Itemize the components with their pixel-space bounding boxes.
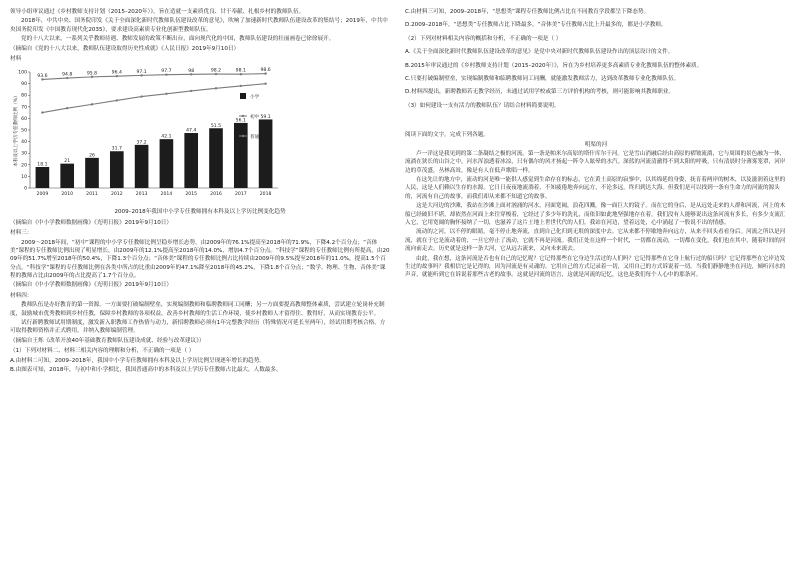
intro-paragraph: 领导小组审议通过《乡村教师支持计划（2015–2020年）》，旨在造就一支素质优良、甘于奉献、扎根乡村的教师队伍。 bbox=[10, 9, 305, 15]
x-tick-label: 2011 bbox=[86, 192, 98, 198]
bar-line-chart bbox=[10, 64, 390, 206]
material-label: 材料四： bbox=[10, 292, 33, 299]
point-data-label: 97.1 bbox=[136, 70, 147, 76]
source-note: （摘编自王烁《改革开放40年基础教育教师队伍建设成就、经验与改革建议》） bbox=[10, 337, 205, 344]
source-note: （摘编自《中小学教师数据画像》《光明日报》2019年9月10日） bbox=[10, 219, 172, 226]
bar bbox=[234, 123, 248, 188]
x-tick-label: 2014 bbox=[160, 192, 173, 198]
legend-label: 普通高中 bbox=[250, 135, 269, 141]
point-data-label: 95.8 bbox=[86, 71, 98, 77]
material-paragraph: 2009～2018年间，“初中”课程的中小学专任教师比例呈稳步增长态势，由2009年的76.1%提高至2018年的71.9%，下降4.2个百分点；“音体美”课程的专任教师比例出现了明显增长，由2009年的12.1%提高至2018年的14.0%，增加4.7个百分点。“科技学”课程的专任教师比例有所提高，由2009年的51.7%增至2018年的50.4%，下降1.3个百分点；“音体美”课程的专任教师比例占比持续由2009年的9.5%提至2018年的11.0%，提高1.5个百分点。“科技学”课程的专任教师比例在各类中所占的比重由2009年的47.1%降至2018年的45.2%，下降1.8个百分点；“数学、物理、生物、音体美”课程的教师占比由2009年的占比提高了1.7个百分点。 bbox=[10, 239, 390, 280]
chart-svg bbox=[10, 64, 390, 206]
x-tick-label: 2018 bbox=[259, 192, 272, 198]
legend-swatch bbox=[240, 93, 246, 99]
point-data-label: 93.6 bbox=[37, 74, 48, 80]
reading-title: 明渠的河 bbox=[584, 141, 608, 148]
legend-label: 初中 bbox=[250, 115, 260, 121]
series-line bbox=[42, 84, 265, 113]
bar bbox=[209, 129, 223, 189]
bar-data-label: 26 bbox=[89, 153, 95, 159]
reading-paragraph: 这是大河边的沙滩，我站在沙滩上面对汹涌的河水，河面宽阔，浪花四溅，像一面巨大的镜子。而在它的身后，是从远处走来的人群和河流，河上的木船已经破旧不堪，却依然在河面上来往穿梭着，它经过了多少年的洗礼，而依旧如此地坚强地存在着。我们没有人能够说出这条河流有多长，有多少支流汇入它，它用宽阔的胸怀接纳了一切，也滋养了这片土地上世世代代的人们。我站在河边，望着远处，心中涌起了一股说不出的情感。 bbox=[405, 203, 786, 227]
option-c: C.由材料三可知，2009–2018年，“思想类”课程专任教师比例占比在不同教育学段都呈下降态势。 bbox=[405, 9, 650, 15]
bar-data-label: 18.1 bbox=[37, 162, 48, 168]
x-tick-label: 2012 bbox=[110, 192, 123, 198]
bar-data-label: 21 bbox=[64, 159, 71, 165]
point-data-label: 98 bbox=[188, 69, 195, 75]
option-a: A.由材料二可知，2009–2018年，我国中小学专任教师拥有本科及以上学历比例呈现逐年增长的趋势。 bbox=[10, 357, 265, 364]
y-tick-label: 20 bbox=[21, 163, 27, 169]
y-tick-label: 40 bbox=[21, 140, 27, 146]
y-tick-label: 80 bbox=[21, 94, 27, 100]
x-tick-label: 2016 bbox=[210, 192, 222, 198]
series-line bbox=[42, 74, 265, 80]
bar bbox=[184, 133, 198, 188]
series-point bbox=[264, 83, 266, 85]
left-column bbox=[10, 8, 390, 556]
bar-data-label: 37.2 bbox=[136, 140, 147, 146]
series-point bbox=[91, 104, 93, 106]
series-point bbox=[190, 90, 192, 92]
bar-data-label: 47.4 bbox=[186, 128, 197, 134]
series-point bbox=[66, 107, 68, 109]
y-tick-label: 100 bbox=[18, 70, 27, 76]
y-tick-label: 0 bbox=[24, 186, 27, 192]
material-label: 材料三： bbox=[10, 230, 33, 237]
y-tick-label: 50 bbox=[21, 128, 27, 134]
bar bbox=[160, 140, 174, 189]
bar bbox=[85, 158, 99, 188]
x-tick-label: 2010 bbox=[61, 192, 74, 198]
legend-swatch bbox=[242, 135, 244, 137]
y-tick-label: 90 bbox=[21, 82, 27, 88]
x-tick-label: 2015 bbox=[185, 192, 198, 198]
x-tick-label: 2013 bbox=[135, 192, 148, 198]
option-d: D.2009–2018年，“思想类”专任教师占比下降最多，“音体美”专任教师占比上升最多的，都是小学教师。 bbox=[405, 22, 667, 29]
bar-data-label: 51.5 bbox=[210, 124, 222, 130]
legend-swatch bbox=[242, 115, 244, 117]
question-2: （2）下列对材料相关内容的概括和分析，不正确的一项是（ ） bbox=[405, 35, 562, 42]
chart-caption: 2009–2018年我国中小学专任教师拥有本科及以上学历比例变化趋势 bbox=[114, 209, 286, 216]
y-tick-label: 30 bbox=[21, 152, 27, 158]
series-point bbox=[116, 100, 118, 102]
bar-data-label: 31.7 bbox=[111, 147, 122, 153]
intro-paragraph: 2018年，中共中央、国务院印发《关于全面深化新时代教师队伍建设改革的意见》，吹响了加速新时代教师队伍建设改革的集结号；2019年，中共中央国务院印发《中国教育现代化2035》，要求建设高素质专业化创新型教师队伍。 bbox=[10, 18, 388, 33]
reading-paragraph: 由此，我在想，这条河流是否也有自己的记忆呢？它记得那些在它身边生活过的人们吗？它记得那些在它身上航行过的船只吗？它记得那些在它岸边发生过的故事吗？我相信它是记得的，因为河流是有灵魂的。它用自己的方式记录着一切，又用自己的方式诉说着一切。当我们静静地坐在河边，倾听河水的声音，就能听到它在诉说着那些古老的故事。这就是河流的语言，这就是河流的记忆，这也是我们每个人心中的那条河。 bbox=[405, 255, 786, 279]
bar bbox=[259, 120, 273, 189]
bar bbox=[60, 164, 74, 188]
question-1: （1）下列对材料二、材料三相关内容的理解和分析，不正确的一项是（ ） bbox=[10, 348, 195, 355]
reading-paragraph: 流动的之河，以不停的眼睛，毫不停止地奔流，直到自己化归到无垠的深度中去。它从来都不停歇地奔向远方，从来不回头看看身后。河流之所以是河流，就在于它是流动着的，一旦它停止了流动，它就不再是河流。我们正处在这样一个时代，一切都在流动，一切都在变化，我们也在其中，随着时间的河流向前走去。历史就是这样一条大河，它从远古流来，又向未来流去。 bbox=[405, 229, 786, 253]
series-point bbox=[215, 87, 217, 89]
point-data-label: 97.7 bbox=[161, 69, 172, 75]
reading-paragraph: 卢一洋这是我见到的第二条凝结之极的河流。第一条是帕米尔高原的塔什库尔干河。它是雪山消融后经由高原的褶皱流淌，它与周围的景色融为一体，流淌在狭长的山谷之中，河水浑浊透着冰凉，只有偶尔的风才扬起一阵令人眩晕的水汽。深蓝的河流清澈得不到太阳的呼吸，只有清晨时分薄雾笼罩，河岸边的草茂盛，丛林高耸，像是有人在低声歌唱一样。 bbox=[405, 150, 786, 174]
series-point bbox=[41, 112, 43, 114]
source-note: （摘编自《中小学教师数据画像》《光明日报》2019年9月10日） bbox=[10, 282, 172, 289]
reading-paragraph: 在这先让的地方中，流动的河是唯一能供人感觉到生命存在的标志，它在黄土高原的寂寥中，以其绵延的身姿，抚育着两岸的树木，以及滋润着这里的人民，这是人们赖以生存的水源。它日日夜夜地流淌着，不知疲倦地奔向远方，不论多远，终归到达大海。但我们是可以找到一条有生命力的河流的源头的，河流有自己的故事，而我们却从来都不知道它的故事。 bbox=[405, 177, 786, 200]
question-3: （3）如何建设一支有活力的教师队伍？请结合材料简要说明。 bbox=[405, 102, 560, 109]
option-b: B.由图表可知，2018年，与初中和小学相比，我国普通高中的本科及以上学历专任教师占比最大，人数最多。 bbox=[10, 366, 282, 373]
bar-data-label: 56.1 bbox=[235, 118, 246, 124]
series-point bbox=[140, 96, 142, 98]
y-tick-label: 10 bbox=[21, 175, 27, 181]
bar-data-label: 42.1 bbox=[161, 135, 172, 141]
series-point bbox=[240, 85, 242, 87]
legend-label: 小学 bbox=[250, 95, 260, 101]
bar bbox=[36, 167, 50, 188]
intro-paragraph: 党的十八大以来，一系列关乎教师待遇、教师发展的政策不断出台，面向现代化的中国，教师队伍建设的壮丽画卷已徐徐展开。 bbox=[21, 36, 335, 43]
option-b: B.2015年审议通过的《乡村教师支持计划（2015–2020年）》，旨在为乡村培养更多高素质专业化教师队伍的整体素质。 bbox=[405, 62, 703, 69]
option-d: D.材料四提出，新聘教师若无教学经历，未通过试用学校或第三方评价机构的考核，则可能影响其教师职业。 bbox=[405, 89, 674, 96]
option-c: C.只要打破编制壁垒，实现编制教师和临聘教师同工同酬，就能激发教师活力，达到改革教师专业化教师队伍。 bbox=[405, 75, 680, 82]
bar bbox=[135, 145, 149, 188]
point-data-label: 96.4 bbox=[111, 71, 122, 77]
reading-intro: 阅读下面的文字，完成下列各题。 bbox=[405, 132, 489, 139]
x-tick-label: 2009 bbox=[36, 192, 49, 198]
series-point bbox=[165, 93, 167, 95]
option-a: A.《关于全面深化新时代教师队伍建设改革的意见》是党中央对新时代教师队伍建设作出的顶层设计的文件。 bbox=[405, 49, 674, 56]
right-column bbox=[405, 8, 787, 556]
point-data-label: 98.1 bbox=[235, 69, 246, 75]
point-data-label: 94.8 bbox=[62, 72, 73, 78]
bar bbox=[110, 152, 124, 189]
source-note: （摘编自《党的十八大以来，教师队伍建设取得历史性成就》《人民日报》2019年9月10日） bbox=[10, 45, 240, 52]
material-paragraph: 试行新聘教师试用期制度，激发新入职教师工作热情与动力，新招聘教师必须有1年完整教学经历（特殊情况可延长至两年），经试用期考核合格，方可取得教师资格并正式聘用，并纳入教师编制管理。 bbox=[10, 320, 386, 335]
y-tick-label: 70 bbox=[21, 105, 27, 111]
point-data-label: 98.2 bbox=[210, 68, 222, 74]
material-label: 材料 bbox=[10, 55, 22, 62]
x-tick-label: 2017 bbox=[234, 192, 247, 198]
y-axis-label: 本科及以上学历专任教师比例（%） bbox=[14, 93, 19, 167]
y-tick-label: 60 bbox=[21, 117, 27, 123]
bar-data-label: 59.1 bbox=[260, 115, 271, 121]
material-paragraph: 教师队伍是办好教育的第一资源。一方面要打破编制壁垒，实现编制教师和临聘教师同工同酬；另一方面要提高教师整体素质，尝试建立轮岗补充制度，鼓励城市优秀教师到乡村任教，保障乡村教师的各项权益，改善乡村教师的生活工作环境，使乡村教师人才留得住、教得好，从而实现教育公平。 bbox=[10, 302, 385, 317]
point-data-label: 98.6 bbox=[260, 68, 271, 74]
